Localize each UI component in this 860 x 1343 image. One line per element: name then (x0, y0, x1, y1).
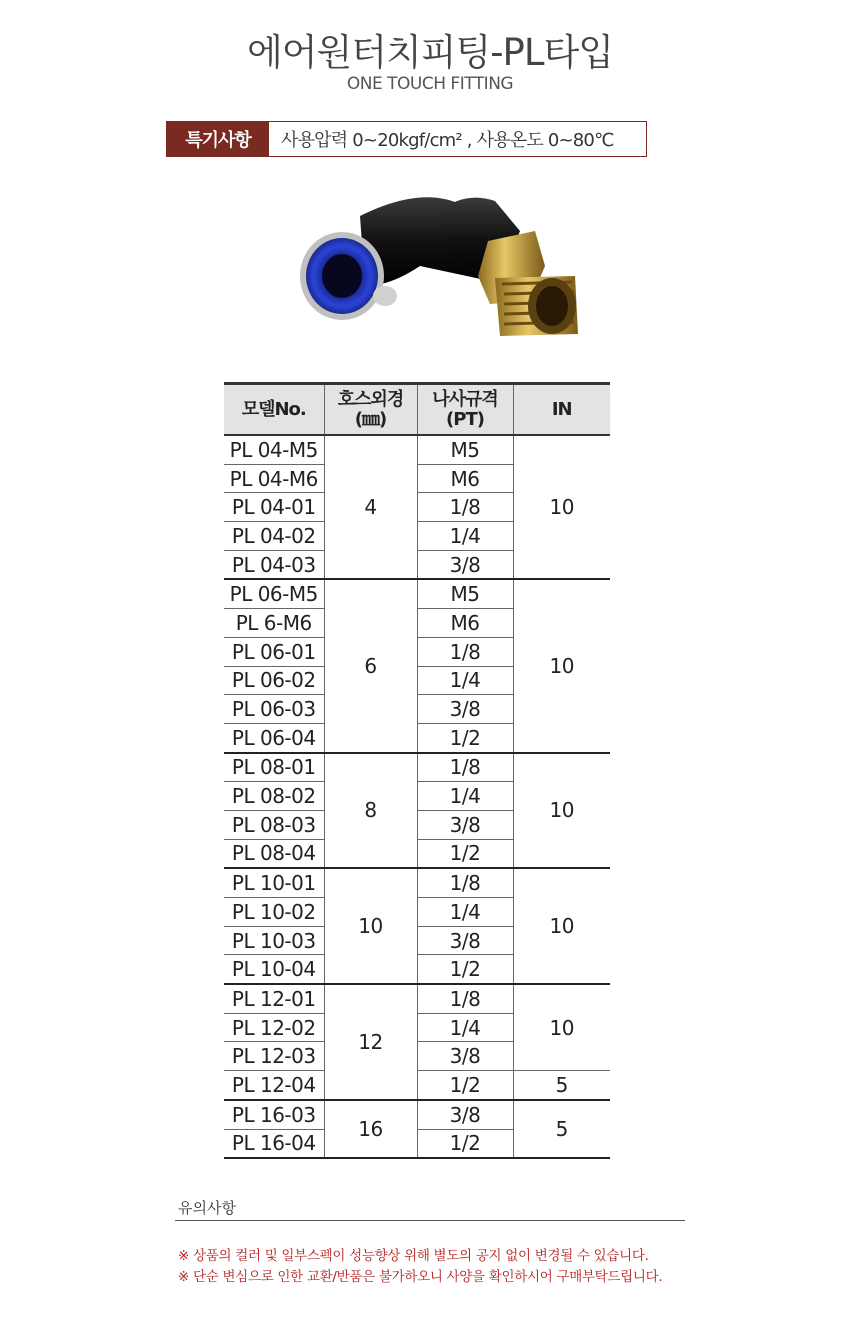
cell-thread: 1/2 (417, 955, 513, 984)
cell-thread: 1/2 (417, 1071, 513, 1100)
cell-thread: 3/8 (417, 550, 513, 579)
cell-in: 10 (513, 579, 610, 752)
fitting-product-image (290, 186, 590, 346)
cell-in: 5 (513, 1071, 610, 1100)
table-row (224, 579, 610, 608)
table-row (224, 1100, 610, 1129)
cell-hose: 12 (324, 984, 417, 1100)
cell-thread: 1/4 (417, 782, 513, 811)
cell-model: PL 12-02 (224, 1013, 324, 1042)
cell-thread: 1/2 (417, 839, 513, 868)
spec-label: 특기사항 (167, 122, 269, 156)
cell-thread: 3/8 (417, 926, 513, 955)
cell-thread: 1/4 (417, 522, 513, 551)
table-row (224, 984, 610, 1013)
cell-hose: 8 (324, 753, 417, 869)
cell-model: PL 06-02 (224, 666, 324, 695)
cell-model: PL 12-01 (224, 984, 324, 1013)
cell-in: 10 (513, 753, 610, 869)
cell-model: PL 12-03 (224, 1042, 324, 1071)
table-header-row (224, 384, 610, 436)
cell-thread: 3/8 (417, 810, 513, 839)
table-row (224, 435, 610, 464)
cell-in: 10 (513, 868, 610, 984)
cell-model: PL 04-M5 (224, 435, 324, 464)
cell-model: PL 16-04 (224, 1129, 324, 1158)
cell-model: PL 10-01 (224, 868, 324, 897)
notes-divider (175, 1220, 685, 1221)
cell-model: PL 04-M6 (224, 464, 324, 493)
cell-model: PL 08-02 (224, 782, 324, 811)
note-item: ※ 상품의 컬러 및 일부스펙이 성능향상 위해 별도의 공지 없이 변경될 수 있습니다. (178, 1248, 649, 1264)
cell-thread: 1/8 (417, 493, 513, 522)
col-header-hose: 호스외경 (㎜) (324, 384, 417, 436)
cell-in: 10 (513, 435, 610, 579)
cell-thread: 1/8 (417, 637, 513, 666)
cell-model: PL 04-02 (224, 522, 324, 551)
cell-model: PL 10-03 (224, 926, 324, 955)
cell-model: PL 04-03 (224, 550, 324, 579)
cell-model: PL 10-02 (224, 898, 324, 927)
cell-thread: M5 (417, 579, 513, 608)
spec-table (224, 382, 610, 1159)
col-header-thread: 나사규격 (PT) (417, 384, 513, 436)
cell-model: PL 08-01 (224, 753, 324, 782)
cell-model: PL 06-M5 (224, 579, 324, 608)
cell-model: PL 06-01 (224, 637, 324, 666)
cell-thread: 1/2 (417, 1129, 513, 1158)
cell-thread: M6 (417, 609, 513, 638)
cell-thread: M6 (417, 464, 513, 493)
notes-title: 유의사항 (178, 1199, 236, 1217)
cell-model: PL 08-04 (224, 839, 324, 868)
cell-model: PL 16-03 (224, 1100, 324, 1129)
cell-model: PL 08-03 (224, 810, 324, 839)
cell-in: 10 (513, 984, 610, 1071)
cell-thread: 1/4 (417, 898, 513, 927)
cell-thread: 1/8 (417, 753, 513, 782)
spec-box (166, 121, 647, 157)
cell-model: PL 06-04 (224, 723, 324, 752)
cell-model: PL 04-01 (224, 493, 324, 522)
page-title: 에어원터치피팅-PL타입 (247, 31, 613, 74)
table-row (224, 1071, 610, 1100)
cell-thread: 1/4 (417, 1013, 513, 1042)
cell-thread: 1/4 (417, 666, 513, 695)
cell-hose: 10 (324, 868, 417, 984)
cell-thread: 1/8 (417, 868, 513, 897)
cell-thread: 3/8 (417, 1100, 513, 1129)
cell-model: PL 10-04 (224, 955, 324, 984)
cell-thread: 3/8 (417, 1042, 513, 1071)
note-item: ※ 단순 변심으로 인한 교환/반품은 불가하오니 사양을 확인하시어 구매부탁드립니다. (178, 1269, 663, 1285)
cell-model: PL 12-04 (224, 1071, 324, 1100)
cell-thread: M5 (417, 435, 513, 464)
cell-hose: 6 (324, 579, 417, 752)
col-header-in: IN (513, 384, 610, 436)
cell-hose: 16 (324, 1100, 417, 1158)
cell-thread: 3/8 (417, 695, 513, 724)
cell-thread: 1/2 (417, 723, 513, 752)
cell-model: PL 6-M6 (224, 609, 324, 638)
page-subtitle: ONE TOUCH FITTING (346, 74, 514, 94)
table-row (224, 868, 610, 897)
cell-thread: 1/8 (417, 984, 513, 1013)
table-row (224, 753, 610, 782)
cell-hose: 4 (324, 435, 417, 579)
col-header-model: 모델No. (224, 384, 324, 436)
cell-model: PL 06-03 (224, 695, 324, 724)
spec-text: 사용압력 0~20kgf/cm² , 사용온도 0~80℃ (281, 130, 614, 151)
cell-in: 5 (513, 1100, 610, 1158)
